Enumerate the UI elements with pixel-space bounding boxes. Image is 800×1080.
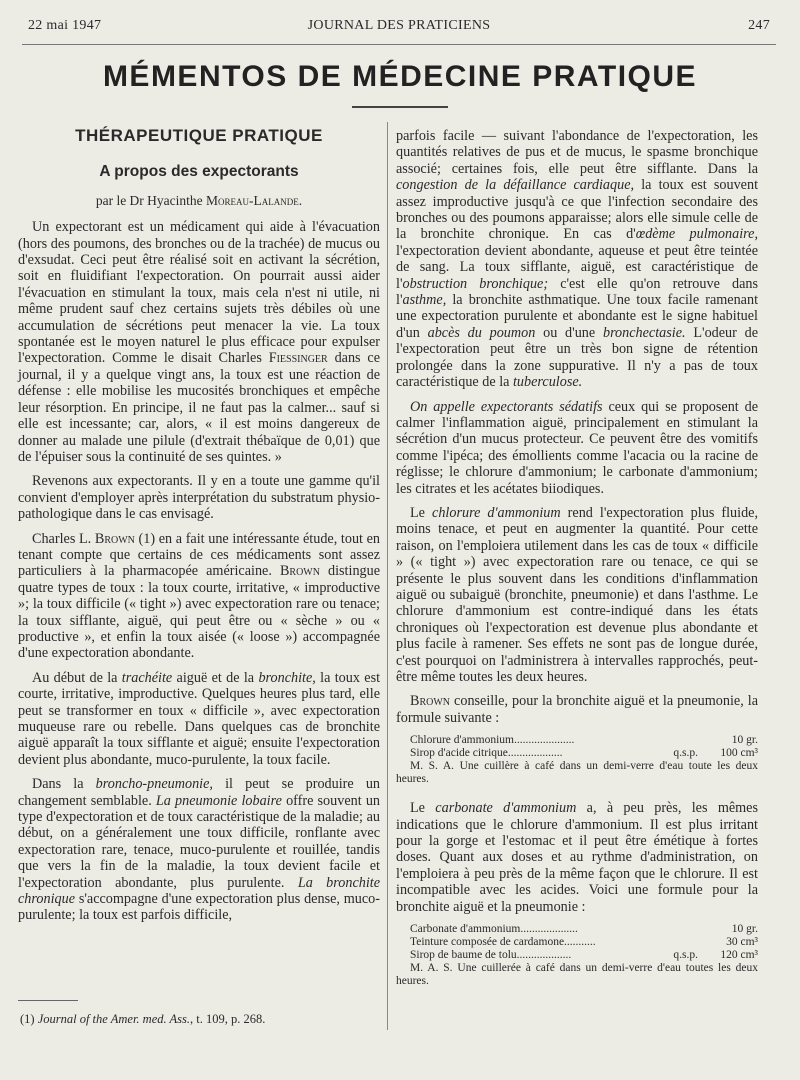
formula-row: [396, 949, 758, 962]
formula-note: M. A. S. Une cuillerée à café dans un demi-verre d'eau toutes les deux heures.: [396, 962, 758, 988]
text: la toux est courte, irritative, improductive. Quelques heures plus tard, elle peut se transformer en toux « difficile », avec expectoration muqueuse rare ou rebelle. Dans quelques cas de bronchite aiguë apparaît la toux sifflante et aiguë; ensuite l'expectoration devient plus abondante, muco-purulente, la toux facile.: [18, 669, 381, 768]
section-heading: THÉRAPEUTIQUE PRATIQUE: [75, 126, 323, 145]
text: offre souvent un type d'expectoration et de toux caractéristique de la maladie; au début, on a généralement une toux difficile, ronflante avec expectoration rare, tenace, muco-purulente et rouillée, tandis que vers la fin de la maladie, la toux devient facile et l'expectoration abondante, plus purulente.: [18, 792, 381, 891]
paragraph: [396, 128, 758, 391]
italic-term: obstruction bronchique;: [402, 275, 549, 292]
paragraph: [396, 800, 758, 915]
ingredient: Sirop d'acide citrique...................: [410, 747, 563, 760]
italic-term: La bronchite chronique: [18, 874, 381, 908]
text: Charles L.: [32, 530, 92, 547]
formula-row: [396, 923, 758, 936]
footnote-ref: t. 109, p. 268.: [196, 1012, 266, 1026]
text: Le: [410, 504, 425, 521]
text: il peut se produire un changement semblable.: [18, 776, 381, 809]
text: ou d'une: [543, 324, 596, 341]
cited-name: Fiessinger: [268, 350, 328, 367]
italic-term: carbonate d'ammonium: [435, 800, 577, 817]
text: distingue quatre types de toux : la toux courte, irritative, « improductive »; la toux difficile (« tight ») avec expectoration rare ou tenace; la toux sifflante, aiguë, qui peut être ou « sèche » ou « productive », et enfin la toux aisée (« loose ») accompagnée d'une expectoration abondante.: [18, 563, 381, 662]
quantity: 120 cm³: [720, 949, 758, 962]
paragraph: [396, 399, 758, 497]
italic-term: œdème pulmonaire,: [635, 226, 758, 243]
byline: [18, 193, 380, 209]
text: Au début de la: [32, 669, 118, 686]
text: aiguë et de la: [176, 669, 255, 686]
text: Un expectorant est un médicament qui aide à l'évacuation (hors des poumons, des bronches ou de la trachée) de mucus ou d'exsudat. Ceci peut être réalisé soit en activant la sécrétion, soit en fluidifiant l'expectoration. On pourrait aussi aider l'évacuation en stimulant la toux, mais cela n'est ni utile, ni même prudent sauf chez certains sujets très débiles où une accumulation de sécrétions peut menacer la vie. La toux spontanée est le moyen naturel le plus efficace pour expulser l'expectoration. Comme le disait Charles: [18, 219, 380, 367]
prescription-formula: [396, 734, 758, 786]
quantity: 10 gr.: [731, 923, 758, 936]
ingredient: Teinture composée de cardamone...........: [410, 936, 596, 949]
header-rule: [22, 44, 776, 45]
qsp: q.s.p.: [673, 949, 698, 962]
text: ceux qui se proposent de calmer l'inflammation aiguë, principalement en stimulant la sécrétion d'un mucus protecteur. Ce peuvent être des vomitifs comme l'ipéca; des émollients comme l'acacia ou la racine de réglisse; le chlorure d'ammonium; le carbonate d'ammonium; les citrates et les acétates biiodiques.: [396, 398, 758, 497]
text: dans ce journal, il y a quelque vingt ans, la toux est une réaction de défense : elle mobilise les mucosités bronchiques et empêche leur résorption. En principe, il ne faut pas la calmer... sauf si elle est incessante; car, alors, « il est moins dangereux de donner au malade une pilule (d'extrait thébaïque de 0,01) que de l'épuiser sous la continuité de ses quintes. »: [18, 350, 381, 465]
page-number: 247: [748, 18, 770, 33]
right-column: [396, 128, 758, 1002]
cited-name: Brown: [279, 563, 320, 580]
title-rule: [352, 106, 448, 108]
italic-term: bronchite,: [258, 669, 316, 686]
text: Dans la: [32, 776, 84, 793]
footnote-journal: Journal of the Amer. med. Ass.,: [37, 1012, 194, 1026]
paragraph: [18, 531, 380, 662]
journal-name: JOURNAL DES PRATICIENS: [307, 18, 491, 33]
text: conseille, pour la bronchite aiguë et la pneumonie, la formule suivante :: [396, 693, 759, 726]
column-divider: [387, 122, 388, 1030]
paragraph: [18, 670, 380, 768]
italic-term: La pneumonie lobaire: [155, 792, 282, 809]
text: l'expectoration devient abondante, aqueuse et peut être teintée de sang. La toux sifflante, aiguë, est caractéristique de l': [396, 242, 758, 292]
cited-name: Brown: [410, 693, 451, 710]
text: la bronchite asthmatique. Une toux facile ramenant une expectoration purulente et abondante est le signe habituel d'un: [396, 292, 759, 341]
issue-date: 22 mai 1947: [28, 18, 102, 33]
italic-term: asthme,: [402, 292, 447, 309]
paragraph: [18, 219, 380, 465]
text: s'accompagne d'une expectoration plus dense, muco-purulente; la toux est parfois difficile,: [18, 891, 381, 924]
left-column: [18, 128, 380, 932]
italic-term: broncho-pneumonie,: [95, 776, 213, 793]
italic-term: trachéite: [121, 669, 173, 686]
formula-row: [396, 747, 758, 760]
italic-term: abcès du poumon: [427, 324, 536, 341]
ingredient: Sirop de baume de tolu...................: [410, 949, 572, 962]
text: c'est elle qu'on retrouve dans l': [396, 275, 758, 309]
ingredient: Chlorure d'ammonium.....................: [410, 734, 575, 747]
quantity: 30 cm³: [726, 936, 758, 949]
text: (1) en a fait une intéressante étude, tout en tenant compte que certains de ces médicaments sont assez particuliers à la pharmacopée américaine.: [18, 530, 381, 580]
quantity: 10 gr.: [731, 734, 758, 747]
paragraph: [396, 505, 758, 685]
italic-term: chlorure d'ammonium: [432, 504, 561, 521]
text: L'odeur de l'expectoration peut être un très bon signe de rétention prolongée dans la zone suppurative. Il n'y a pas de toux caractéristique de la: [396, 324, 759, 391]
paragraph: [396, 693, 758, 726]
paragraph: [18, 473, 380, 522]
qsp-blank: [658, 936, 698, 949]
italic-term: On appelle expectorants sédatifs: [410, 398, 603, 415]
running-head: [28, 18, 770, 38]
qsp-blank: [658, 923, 698, 936]
author-name: Moreau-Lalande.: [206, 192, 303, 208]
footnote-rule: [18, 1000, 78, 1001]
italic-term: congestion de la défaillance cardiaque,: [396, 177, 635, 194]
footnote: [20, 1012, 265, 1027]
qsp: q.s.p.: [673, 747, 698, 760]
formula-row: [396, 936, 758, 949]
quantity: 100 cm³: [720, 747, 758, 760]
text: Le: [410, 800, 425, 817]
footnote-number: (1): [20, 1012, 35, 1026]
prescription-formula: [396, 923, 758, 988]
text: parfois facile — suivant l'abondance de l'expectoration, les quantités relatives de pus et de mucus, le spasme bronchique associé; certaines fois, elle peut être sifflante. Dans la: [396, 128, 758, 177]
formula-note: M. S. A. Une cuillère à café dans un demi-verre d'eau toute les deux heures.: [396, 760, 758, 786]
cited-name: Brown: [94, 530, 135, 547]
article-title: A propos des expectorants: [99, 163, 299, 181]
text: Revenons aux expectorants. Il y en a toute une gamme qu'il convient d'employer après interprétation du substratum physio-pathologique dans le cas envisagé.: [18, 473, 380, 523]
ingredient: Carbonate d'ammonium....................: [410, 923, 578, 936]
text: la toux est souvent assez improductive jusqu'à ce que l'infection secondaire des bronches ou des poumons apparaisse; alors elle simule celle de la bronchite chronique. En cas d': [396, 177, 759, 243]
page-title: MÉMENTOS DE MÉDECINE PRATIQUE: [102, 60, 698, 93]
text: rend l'expectoration plus fluide, moins tenace, et peut en augmenter la quantité. Pour cette raison, on l'emploiera utilement dans les cas de toux « difficile » (« tight ») avec expectoration rare ou tenace, ce qui se présente le plus souvent dans les conditions d'inflammation aiguë ou subaiguë (bronchite, pneumonie) et dans l'asthme. Le chlorure d'ammonium est contre-indiqué dans les états chroniques où l'expectoration est devenue plus abondante et plus facile à ramener. Ses effets ne sont pas de longue durée, c'est pourquoi on l'administrera à intervalles rapprochés, peut-être même toutes les deux heures.: [396, 504, 759, 685]
italic-term: tuberculose.: [512, 374, 583, 391]
italic-term: bronchectasie.: [602, 324, 686, 341]
qsp-blank: [658, 734, 698, 747]
paragraph: [18, 776, 380, 924]
byline-prefix: par le Dr Hyacinthe: [95, 192, 203, 208]
formula-row: [396, 734, 758, 747]
text: a, à peu près, les mêmes indications que le chlorure d'ammonium. Il est plus irritant pour la gorge et l'estomac et il peut être émétique à fortes doses. Quant aux doses et au rythme d'administration, on l'emploiera à peu près de la même façon que le chlorure. Il est incompatible avec les acides. Voici une formule pour la bronchite aiguë et la pneumonie :: [396, 800, 759, 915]
